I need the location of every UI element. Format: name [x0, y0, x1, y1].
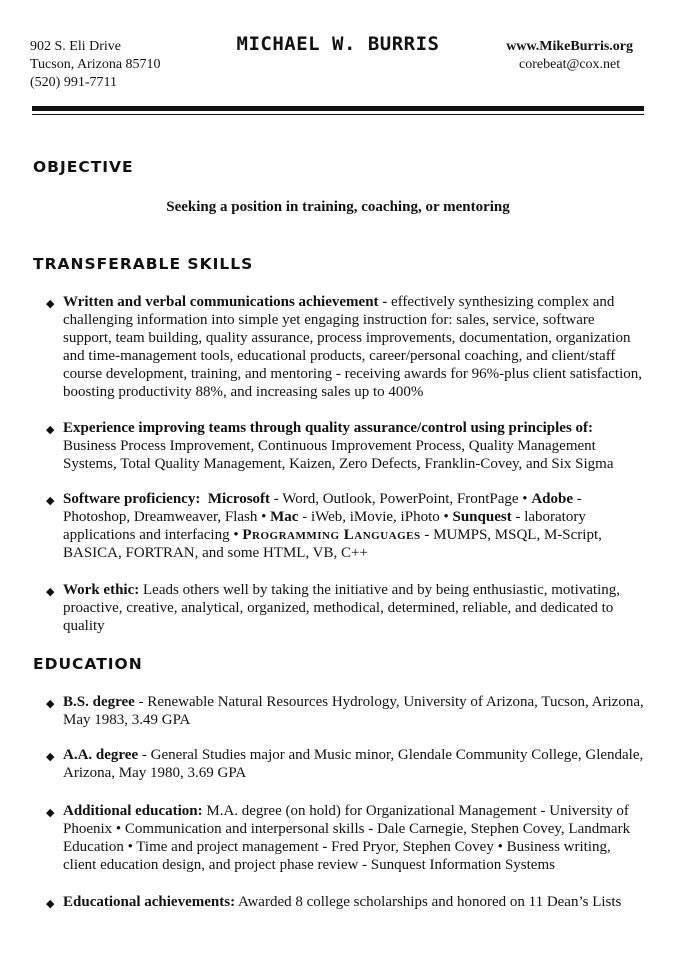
software-adobe-list: - Photoshop, Dreamweaver, Flash • [63, 491, 582, 525]
bullet-icon: ◆ [46, 495, 55, 507]
header-rule-thick [32, 106, 644, 111]
skill-title: Experience improving teams through quality assurance/control using principles of: [63, 420, 594, 436]
skill-title: Software proficiency: [63, 491, 201, 507]
software-mac-label: Mac [270, 509, 299, 525]
software-programming-list: - MUMPS, MSQL, M-Script, BASICA, FORTRAN, and some HTML, VB, C++ [63, 527, 602, 561]
bullet-icon: ◆ [46, 898, 55, 910]
education-body: - Renewable Natural Resources Hydrology, University of Arizona, Tucson, Arizona, May 1983, 3.49 GPA [63, 694, 644, 728]
skill-body: Business Process Improvement, Continuous Improvement Process, Quality Management Systems, Total Quality Management, Kaizen, Zero Defects, Franklin-Covey, and Six Sigma [63, 438, 614, 472]
software-microsoft-list: - Word, Outlook, PowerPoint, FrontPage • [270, 491, 532, 507]
bullet-icon: ◆ [46, 298, 55, 310]
skill-title: Work ethic: [63, 582, 140, 598]
education-item [63, 693, 646, 729]
bullet-icon: ◆ [46, 751, 55, 763]
skills-heading: TRANSFERABLE SKILLS [33, 255, 254, 273]
address-line2: Tucson, Arizona 85710 [30, 57, 161, 72]
education-item [63, 893, 646, 911]
objective-heading: OBJECTIVE [33, 158, 134, 176]
education-title: A.A. degree [63, 747, 139, 763]
education-item [63, 746, 646, 782]
contact-web [506, 38, 633, 74]
education-body: Awarded 8 college scholarships and honored on 11 Dean’s Lists [235, 894, 622, 910]
education-title: Additional education: [63, 803, 203, 819]
email-link[interactable]: corebeat@cox.net [519, 57, 621, 72]
skill-body: effectively synthesizing complex and challenging information into simple yet engaging instruction for: sales, service, software support, team building, quality assurance, process improvements, documentation, organization and time-management tools, educational products, career/personal coaching, and client/staff course development, training, and mentoring - receiving awards for 96%-plus client satisfaction, boosting productivity 88%, and increasing sales up to 400% [63, 294, 642, 400]
education-heading: EDUCATION [33, 655, 143, 673]
bullet-icon: ◆ [46, 586, 55, 598]
education-body: - General Studies major and Music minor, Glendale Community College, Glendale, Arizona, May 1980, 3.69 GPA [63, 747, 644, 781]
address-line1: 902 S. Eli Drive [30, 39, 121, 54]
header-rule-thin [32, 114, 644, 115]
skill-item [63, 293, 646, 401]
software-microsoft-label: Microsoft [207, 491, 271, 507]
software-sunquest-label: Sunquest [452, 509, 512, 525]
skill-title: Written and verbal communications achievement - [63, 294, 388, 310]
software-sunquest-list: - laboratory applications and interfacing • [63, 509, 586, 543]
education-item [63, 802, 646, 874]
skill-body: Leads others well by taking the initiative and by being enthusiastic, motivating, proactive, creative, analytical, organized, methodical, determined, reliable, and dedicated to quality [63, 582, 620, 634]
skill-item [63, 581, 646, 635]
bullet-icon: ◆ [46, 698, 55, 710]
education-body: M.A. degree (on hold) for Organizational Management - University of Phoenix • Communication and interpersonal skills - Dale Carnegie, Stephen Covey, Landmark Education • Time and project management - Fred Pryor, Stephen Covey • Business writing, client education design, and project phase review - Sunquest Information Systems [63, 803, 631, 873]
skill-item-software [63, 490, 646, 562]
software-mac-list: - iWeb, iMovie, iPhoto • [298, 509, 453, 525]
education-title: Educational achievements: [63, 894, 236, 910]
objective-text: Seeking a position in training, coaching, or mentoring [166, 199, 510, 215]
bullet-icon: ◆ [46, 807, 55, 819]
resume-name: MICHAEL W. BURRIS [236, 33, 440, 55]
software-programming-label: Programming Languages [242, 527, 421, 543]
skill-item [63, 419, 646, 473]
phone-number: (520) 991-7711 [30, 75, 117, 90]
education-title: B.S. degree [63, 694, 135, 710]
website-link[interactable]: www.MikeBurris.org [506, 39, 633, 54]
software-adobe-label: Adobe [531, 491, 573, 507]
bullet-icon: ◆ [46, 424, 55, 436]
